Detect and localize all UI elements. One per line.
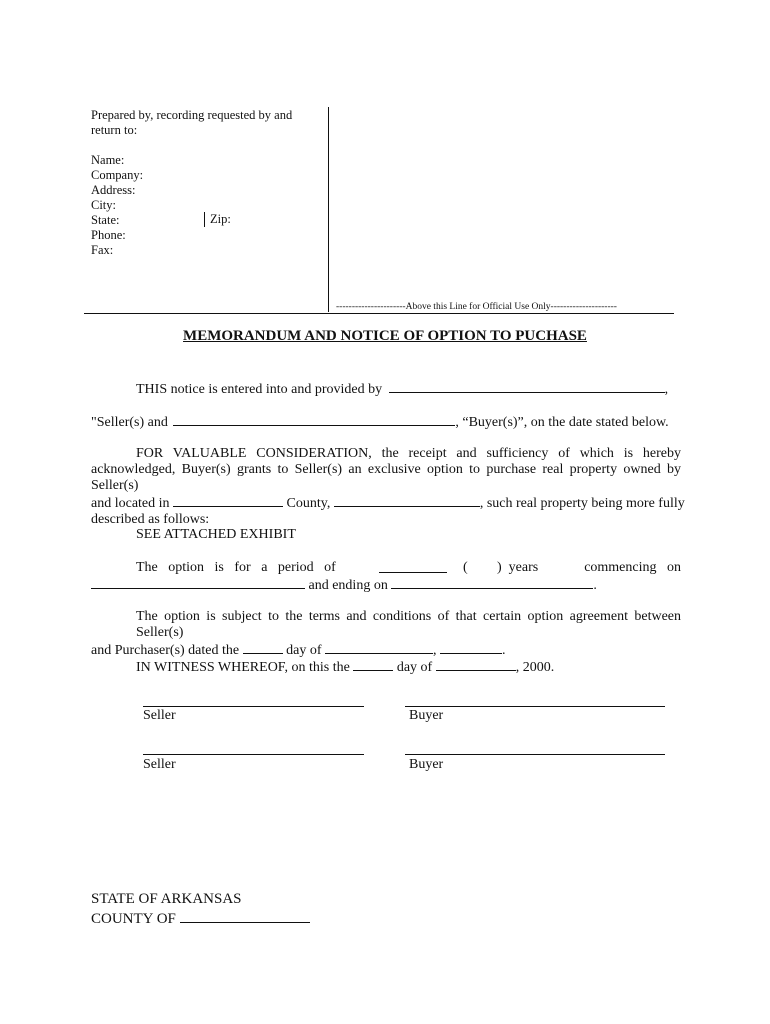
paragraph-notice xyxy=(136,380,681,398)
terms-line-2 xyxy=(91,641,681,659)
county-blank[interactable] xyxy=(334,494,480,507)
county-heading xyxy=(91,908,310,928)
document-title: MEMORANDUM AND NOTICE OF OPTION TO PUCHASE xyxy=(183,328,587,344)
period-line-1 xyxy=(91,560,681,576)
prepared-by-label: Prepared by, recording requested by and return to: xyxy=(91,108,293,137)
witness-line xyxy=(136,658,554,676)
ending-text: and ending on xyxy=(308,578,388,593)
period-paren-open: ( xyxy=(463,560,468,575)
seller-signature-line-1[interactable] xyxy=(143,706,364,707)
county-text: County, xyxy=(286,496,331,511)
city-label: City: xyxy=(91,198,117,212)
county-of-blank[interactable] xyxy=(180,908,310,923)
period-line-2 xyxy=(91,576,681,594)
company-label: Company: xyxy=(91,168,144,182)
commencing-date-blank[interactable] xyxy=(91,576,305,589)
commencing-text: commencing on xyxy=(584,560,681,575)
exhibit-reference: SEE ATTACHED EXHIBIT xyxy=(136,527,296,542)
witness-month-blank[interactable] xyxy=(436,658,516,671)
state-label: State: xyxy=(91,213,120,227)
provider-blank[interactable] xyxy=(389,380,665,393)
terms-line-1: The option is subject to the terms and conditions of that certain option agreement between Seller(s) xyxy=(136,609,681,640)
seller-label-1: Seller xyxy=(143,708,176,723)
contact-fields xyxy=(91,153,143,258)
fax-label: Fax: xyxy=(91,243,114,257)
property-text: , such real property being more fully xyxy=(479,496,685,511)
period-blank[interactable] xyxy=(379,560,447,573)
ending-date-blank[interactable] xyxy=(391,576,593,589)
buyer-name-blank[interactable] xyxy=(173,413,455,426)
agreement-month-blank[interactable] xyxy=(325,641,433,654)
period-period: . xyxy=(593,578,597,593)
consideration-line-4: described as follows: xyxy=(91,512,210,527)
seller-label-2: Seller xyxy=(143,757,176,772)
dated-text: and Purchaser(s) dated the xyxy=(91,643,240,658)
agreement-day-blank[interactable] xyxy=(243,641,283,654)
notice-comma: , xyxy=(664,382,669,397)
buyer-label-2: Buyer xyxy=(409,757,444,772)
name-label: Name: xyxy=(91,153,125,167)
state-county-block xyxy=(91,890,310,928)
header-vertical-divider xyxy=(328,107,329,312)
seller-signature-line-2[interactable] xyxy=(143,754,364,755)
paragraph-parties xyxy=(91,413,681,431)
witness-year-text: , 2000. xyxy=(515,660,555,675)
notice-text: THIS notice is entered into and provided by xyxy=(136,382,383,397)
paragraph-period xyxy=(91,560,681,594)
official-use-line: ----------------------Above this Line for Official Use Only--------------------- xyxy=(336,302,617,312)
header-horizontal-divider xyxy=(84,313,674,314)
zip-label: Zip: xyxy=(204,212,231,227)
terms-period: . xyxy=(502,643,506,658)
buyer-signature-line-2[interactable] xyxy=(405,754,665,755)
county-of-text: COUNTY OF xyxy=(91,911,176,927)
years-text: ) years xyxy=(497,560,539,575)
consideration-line-1: FOR VALUABLE CONSIDERATION, the receipt and sufficiency of which is hereby xyxy=(136,446,681,461)
terms-comma: , xyxy=(433,643,437,658)
paragraph-terms xyxy=(91,609,681,659)
witness-text: IN WITNESS WHEREOF, on this the xyxy=(136,660,350,675)
agreement-year-blank[interactable] xyxy=(440,641,502,654)
address-label: Address: xyxy=(91,183,136,197)
location-blank[interactable] xyxy=(173,494,283,507)
located-in-text: and located in xyxy=(91,496,170,511)
buyer-label-1: Buyer xyxy=(409,708,444,723)
consideration-line-2: acknowledged, Buyer(s) grants to Seller(s) an exclusive option to purchase real property owned by Seller(s) xyxy=(91,462,681,493)
consideration-line-3 xyxy=(91,494,685,512)
state-heading: STATE OF ARKANSAS xyxy=(91,891,242,907)
buyer-signature-line-1[interactable] xyxy=(405,706,665,707)
day-of-text: day of xyxy=(286,643,322,658)
period-text: The option is for a period of xyxy=(136,560,336,575)
witness-day-blank[interactable] xyxy=(353,658,393,671)
seller-text: "Seller(s) and xyxy=(91,415,168,430)
buyer-text: , “Buyer(s)”, on the date stated below. xyxy=(455,415,669,430)
witness-day-of-text: day of xyxy=(396,660,433,675)
paragraph-consideration xyxy=(91,446,685,528)
phone-label: Phone: xyxy=(91,228,126,242)
